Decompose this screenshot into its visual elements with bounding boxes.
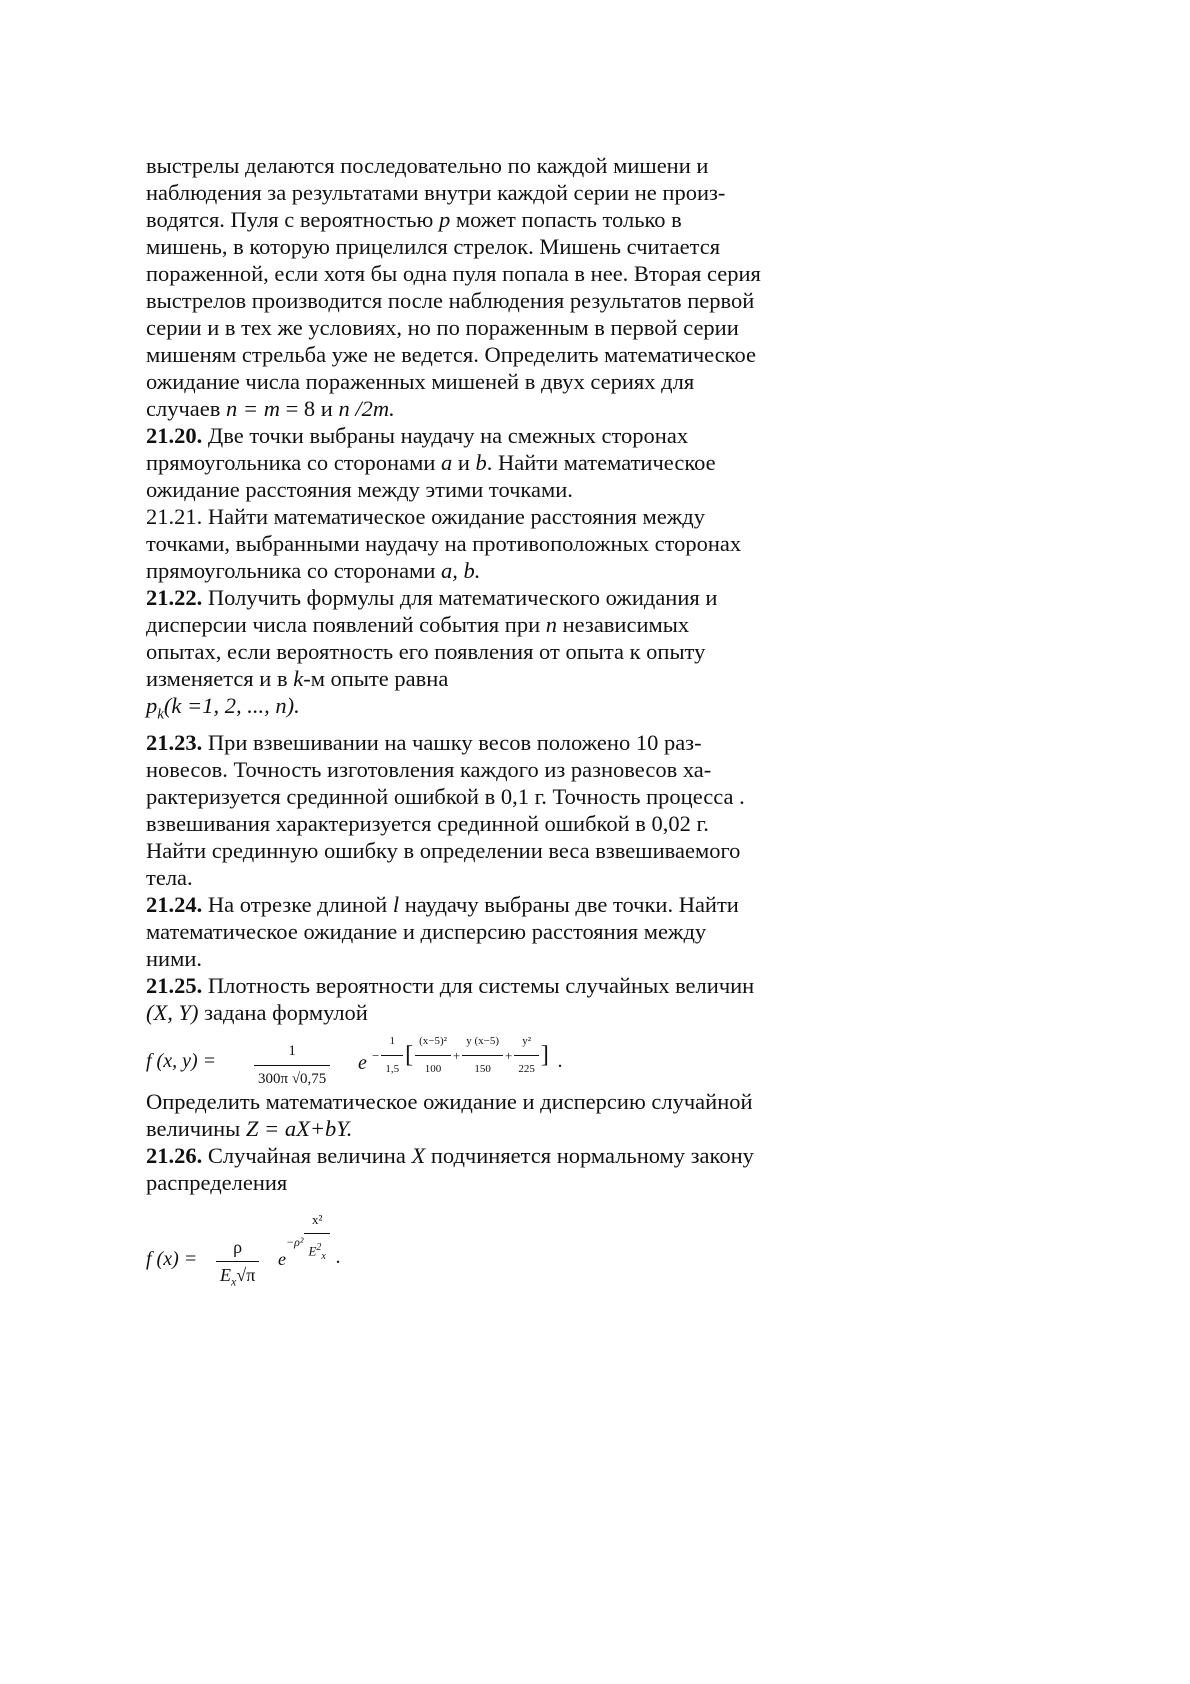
var-ab: a, b.	[440, 558, 481, 583]
text-line: подчиняется нормальному закону	[425, 1142, 754, 1168]
text-line: взвешивания характеризуется срединной ошибкой в 0,02 г.	[146, 810, 709, 836]
text-line: Получить формулы для математического ожидания и	[202, 585, 718, 610]
text-line: ожидание расстояния между этими точками.	[146, 477, 573, 502]
problem-21-25	[146, 972, 836, 1026]
text-line: рактеризуется срединной ошибкой в 0,1 г. Точность процесса .	[146, 783, 745, 809]
problem-21-23	[146, 729, 836, 891]
text-line: . Найти математическое	[486, 450, 716, 475]
text-line: распределения	[146, 1169, 288, 1195]
text-line: новесов. Точность изготовления каждого из разновесов ха-	[146, 756, 712, 782]
formula-exponent: −ρ² $\frac{\text{x²}}{E^2_x}$	[286, 1206, 330, 1270]
problem-number: 21.25.	[146, 972, 203, 998]
text-line: наблюдения за результатами внутри каждой серии не произ-	[146, 180, 726, 205]
problem-number: 21.20.	[146, 423, 203, 448]
formula-exp-base: e	[278, 1248, 286, 1269]
formula-exponent: − $\frac{1}{1,5}$ [ $\frac{\text{(x−5)²}}{100}$ + $\frac{y (x-5)}{150}$ + $\frac{\text{y²}}{225}$ ]	[372, 1028, 549, 1083]
var-a: a	[440, 450, 453, 475]
problem-21-24	[146, 891, 836, 972]
problem-21-22	[146, 584, 836, 729]
text-line: прямоугольника со сторонами	[146, 450, 441, 475]
text-line: При взвешивании на чашку весов положено 10 раз-	[202, 729, 702, 755]
text-body	[146, 152, 836, 1292]
problem-number: 21.22.	[146, 585, 203, 610]
paragraph-continuation	[146, 152, 836, 422]
text-line: Случайная величина	[202, 1142, 412, 1168]
text-line: величины	[146, 1115, 246, 1141]
formula-end: .	[558, 1049, 563, 1072]
var-xy: (X, Y)	[146, 999, 199, 1025]
text-line: выстрелов производится после наблюдения результатов первой	[146, 288, 755, 313]
text-line: серии и в тех же условиях, но по пораженным в первой серии	[146, 315, 739, 340]
text-line: мишеням стрельба уже не ведется. Определить математическое	[146, 342, 756, 367]
text-line: прямоугольника со сторонами	[146, 558, 441, 583]
text-line: изменяется и в	[146, 666, 294, 691]
formula-exp-base: e	[358, 1051, 367, 1074]
text-line: мишень, в которую прицелился стрелок. Мишень считается	[146, 234, 721, 259]
text-line: тела.	[146, 864, 193, 890]
text-line: Найти срединную ошибку в определении веса взвешиваемого	[146, 837, 741, 863]
formula-joint-density	[146, 1028, 836, 1086]
var-n2m: n /2m.	[338, 396, 395, 421]
text-line: точками, выбранными наудачу на противоположных сторонах	[146, 531, 742, 556]
formula-fraction: $\frac{1}{300\pi √0,75}$	[254, 1038, 330, 1093]
text-line: случаев	[146, 396, 227, 421]
text-line: ожидание числа пораженных мишеней в двух сериях для	[146, 369, 695, 394]
text-line: опытах, если вероятность его появления от опыта к опыту	[146, 639, 706, 664]
text-line: может попасть только в	[450, 207, 682, 232]
var-b: b	[475, 450, 487, 475]
text-line: математическое ожидание и дисперсию расстояния между	[146, 918, 707, 944]
problem-number: 21.23.	[146, 729, 203, 755]
formula-end: .	[336, 1245, 341, 1268]
var-k: k	[293, 666, 304, 691]
var-pk: $p_k(k =1$, 2, ..., n).	[146, 693, 300, 723]
formula-fraction: $\frac{\rho}{E_x√\pi}$	[216, 1234, 259, 1296]
var-p: p	[438, 207, 451, 232]
problem-21-20	[146, 422, 836, 503]
text-line: водятся. Пуля с вероятностью	[146, 207, 439, 232]
text-line: и	[452, 450, 476, 475]
formula-lhs: f (x) =	[146, 1247, 198, 1270]
var-l: l	[392, 891, 400, 917]
problem-number: 21.24.	[146, 891, 203, 917]
var-z: Z = aX+bY.	[245, 1115, 353, 1141]
text-line: задана формулой	[198, 999, 368, 1025]
text-line: 21.21. Найти математическое ожидание расстояния между	[146, 504, 705, 529]
formula-lhs: f (x, y) =	[146, 1049, 217, 1072]
text-line: выстрелы делаются последовательно по каждой мишени и	[146, 153, 709, 178]
text-line: На отрезке длиной	[202, 891, 393, 917]
text-line: Определить математическое ожидание и дисперсию случайной	[146, 1088, 753, 1114]
var-x: X	[411, 1142, 426, 1168]
text-line: -м опыте равна	[303, 666, 449, 691]
text-line: ними.	[146, 945, 202, 971]
text-line: пораженной, если хотя бы одна пуля попала в нее. Вторая серия	[146, 261, 761, 286]
text-line: дисперсии числа появлений события при	[146, 612, 546, 637]
text-line: = 8 и	[279, 396, 339, 421]
formula-normal-density	[146, 1206, 836, 1290]
problem-21-21	[146, 503, 836, 584]
var-nm: n = m	[226, 396, 280, 421]
text-line: наудачу выбраны две точки. Найти	[399, 891, 739, 917]
problem-21-26	[146, 1142, 836, 1196]
var-n: n	[545, 612, 557, 637]
text-line: Плотность вероятности для системы случайных величин	[202, 972, 755, 998]
problem-21-25-question	[146, 1088, 836, 1142]
text-line: независимых	[557, 612, 690, 637]
text-line: Две точки выбраны наудачу на смежных сторонах	[202, 423, 689, 448]
problem-number: 21.26.	[146, 1142, 203, 1168]
